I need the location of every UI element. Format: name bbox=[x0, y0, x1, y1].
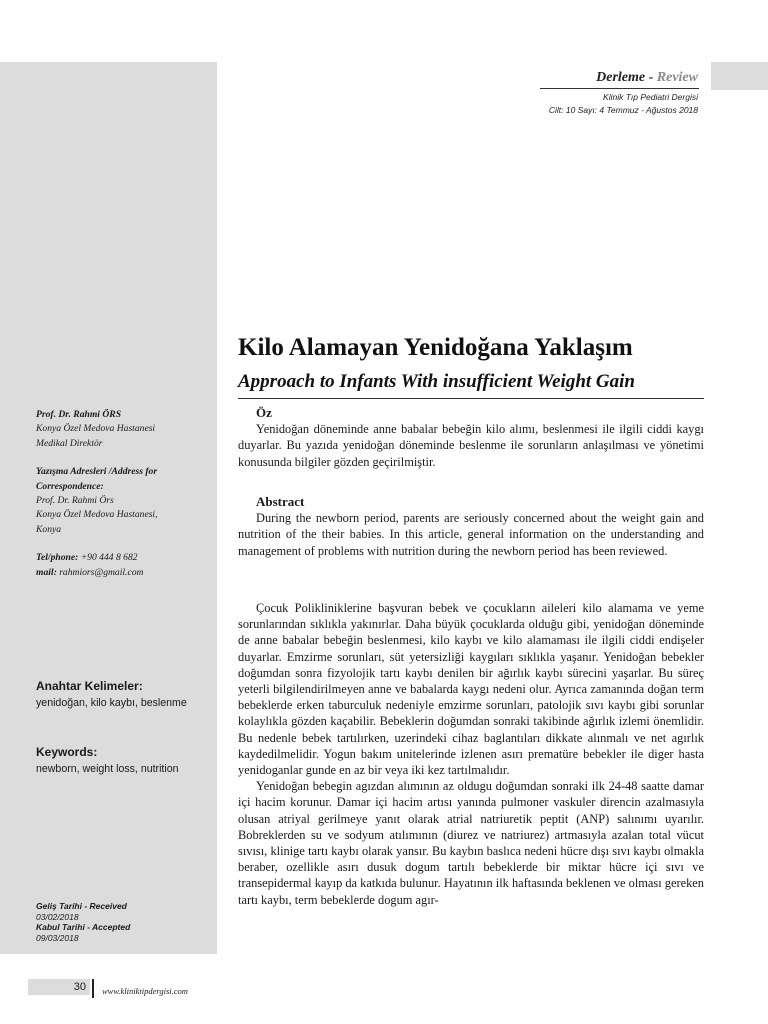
correspondence-address: Konya Özel Medova Hastanesi, bbox=[36, 509, 158, 521]
footer-separator bbox=[92, 979, 94, 998]
email-value: rahmiors@gmail.com bbox=[56, 566, 144, 578]
author-name: Prof. Dr. Rahmi ÖRS bbox=[36, 409, 122, 420]
correspondence-label: Yazışma Adresleri /Address for bbox=[36, 466, 158, 478]
received-label: Geliş Tarihi - Received bbox=[36, 901, 127, 911]
keywords-en-heading: Keywords: bbox=[36, 745, 98, 759]
article-type-header bbox=[596, 68, 698, 86]
phone-label: Tel/phone: bbox=[36, 552, 79, 564]
oz-heading: Öz bbox=[256, 405, 272, 420]
email-line bbox=[36, 566, 211, 580]
journal-name: Klinik Tıp Pediatri Dergisi bbox=[603, 92, 698, 102]
abstract-text: During the newborn period, parents are seriously concerned about the weight gain and nutrition of the their babies. In this article, general information on the understanding and management of problems with nutrition during the newborn period has been reviewed. bbox=[238, 511, 704, 558]
article-title-en: Approach to Infants With insufficient Weight Gain bbox=[238, 371, 635, 392]
article-type-tr: Derleme bbox=[596, 70, 646, 85]
journal-issue: Cilt: 10 Sayı: 4 Temmuz - Ağustos 2018 bbox=[548, 105, 698, 115]
accepted-date: 09/03/2018 bbox=[36, 932, 79, 943]
received-date: 03/02/2018 bbox=[36, 911, 79, 922]
turkish-abstract bbox=[238, 405, 704, 470]
article-type-en: Review bbox=[656, 70, 698, 85]
correspondence-label-2: Correspondence: bbox=[36, 480, 104, 492]
keywords-tr-value: yenidoğan, kilo kaybı, beslenme bbox=[36, 697, 187, 709]
submission-dates bbox=[36, 901, 130, 943]
phone-line bbox=[36, 551, 211, 565]
body-paragraph: Yenidoğan bebegin agızdan alımının az oldugu doğumdan sonraki ilk 24-48 saatte damar içi hacim korunur. Damar içi hacim artısı yanında pulmoner vaskuler direncin azalmasıyla olusan atriyal gerilmeye yanıt olarak atrial natriuretik peptit (ANP) salınımı uyarılır. Bobreklerden su ve sodyum atılımının (diurez ve natriurez) artmasıyla azalan total vücut sıvısı, klinige tartı kaybı olarak yansır. Bu kaybın baslıca nedeni hücre dışı sıvı kaybı olmakla beraber, ozellikle asırı dusuk dogum tartılı bebeklerde bir miktar hücre içi sıvı ve transepidermal kayıp da katkıda bulunur. Hayatının ilk haftasında beklenen ve olması gereken tartı kaybı, term bebeklerde dogum agır- bbox=[238, 779, 704, 907]
phone-value: +90 444 8 682 bbox=[78, 552, 138, 564]
title-rule bbox=[238, 398, 704, 399]
author-affiliation: Konya Özel Medova Hastanesi bbox=[36, 423, 156, 435]
accepted-label: Kabul Tarihi - Accepted bbox=[36, 922, 131, 933]
correspondence-name: Prof. Dr. Rahmi Örs bbox=[36, 495, 114, 507]
page-number: 30 bbox=[73, 981, 86, 993]
journal-website: www.kliniktipdergisi.com bbox=[102, 986, 188, 996]
article-title-tr: Kilo Alamayan Yenidoğana Yaklaşım bbox=[238, 334, 633, 361]
oz-text: Yenidoğan döneminde anne babalar bebeğin kilo alımı, beslenmesi ile ilgili ciddi kaygı duyarlar. Bu yazıda yenidoğan döneminde beslenme ile sorunların anlaşılması ve yönetimi konusunda bilgiler gözden geçirilmiştir. bbox=[238, 422, 704, 469]
author-info bbox=[36, 408, 211, 580]
article-type-separator: - bbox=[645, 70, 657, 85]
author-position: Medikal Direktör bbox=[36, 437, 103, 449]
email-label: mail: bbox=[36, 566, 57, 578]
correspondence-city: Konya bbox=[36, 523, 62, 535]
main-body bbox=[238, 600, 704, 908]
header-corner-tab bbox=[711, 62, 768, 90]
keywords-en bbox=[36, 743, 216, 777]
abstract-heading: Abstract bbox=[256, 494, 305, 509]
keywords-tr-heading: Anahtar Kelimeler: bbox=[36, 679, 143, 693]
header-rule bbox=[540, 88, 699, 89]
keywords-tr bbox=[36, 677, 216, 711]
english-abstract bbox=[238, 494, 704, 559]
keywords-en-value: newborn, weight loss, nutrition bbox=[36, 763, 179, 775]
body-paragraph: Çocuk Polikliniklerine başvuran bebek ve çocukların aileleri kilo alamama ve yeme sorunlarından sıklıkla yakınırlar. Daha büyük çocuklarda olduğu gibi, yenidoğan döneminde de anne babalar bebeğin beslenmesi, kilo kaybı ve kilo alamaması ile ilgili ciddi endişeler duyarlar. Emzirme sorunları, süt yetersizliği kaygıları sıklıkla yaşanır. Yenidoğan bebekler doğumdan sonra fizyolojik tartı kaybı denilen bir ağırlık kaybı sürecini yaşarlar. Bu süreç yeterli bilgilendirilmeyen anne ve babalarda kaygı nedeni olur. Ayrıca zamanında doğan term bebeklerde erken taburculuk nedeniyle emzirme sorunları, patolojik sıvı kaybı gibi sorunlar kolaylıkla gözden kaçabilir. Bebeklerin doğumdan sonraki takibinde ağırlık izlemi önemlidir. Bu nedenle bebek tartılırken, uzerindeki cihaz baglantıları dikkate alınmalı ve net agırlık kaydedilmelidir. Yogun bakım unitelerinde izlenen asırı prematüre bebekler ile diger hasta yenidoganlar gunde en az bir veya iki kez tartılmalıdır. bbox=[238, 601, 704, 778]
article-type bbox=[596, 70, 698, 85]
